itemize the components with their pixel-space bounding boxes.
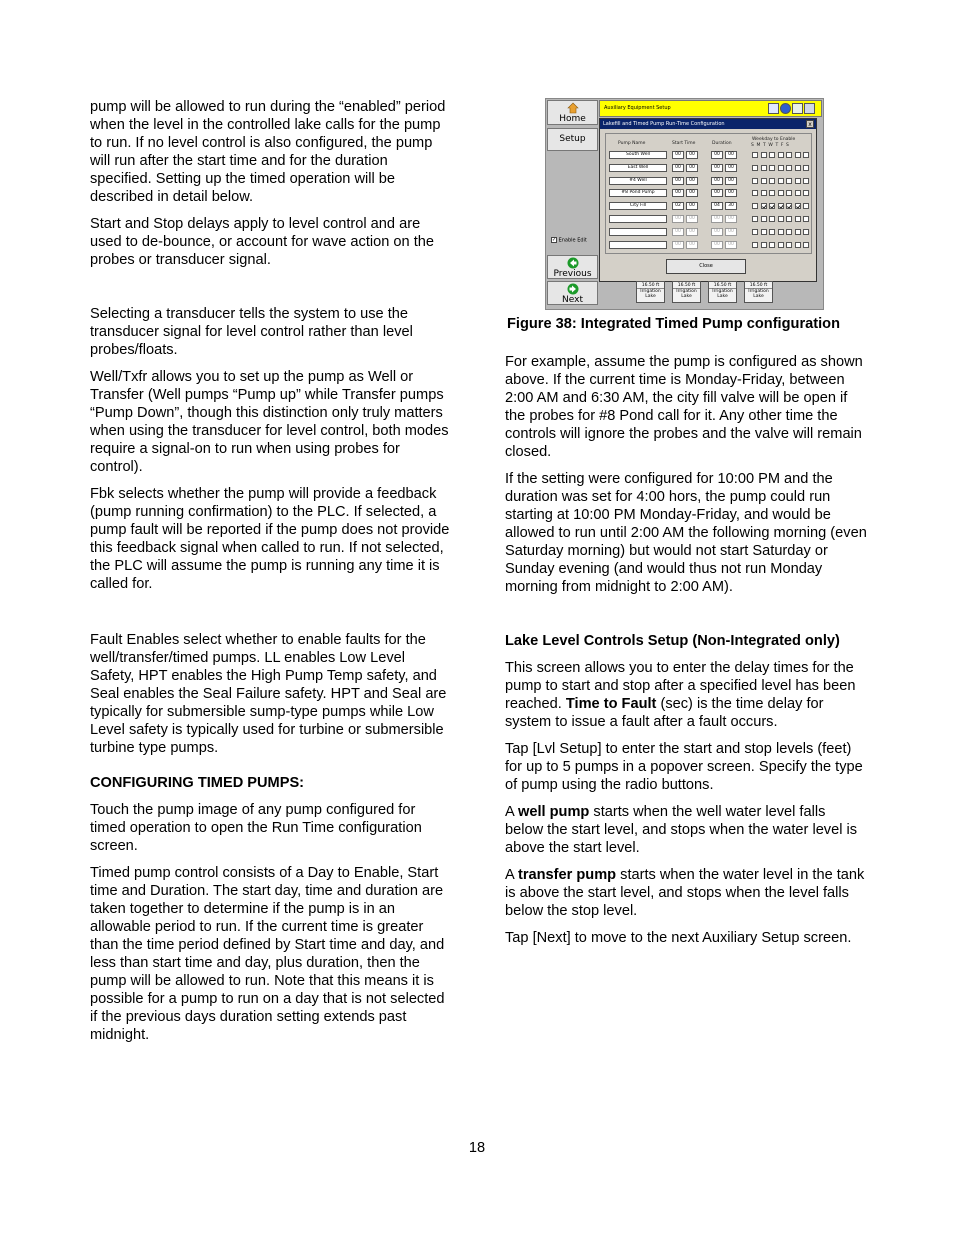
- start-hour-field[interactable]: 00: [672, 215, 684, 223]
- day-checkbox[interactable]: [803, 242, 809, 248]
- window-title-bar: [599, 100, 822, 117]
- section-heading: CONFIGURING TIMED PUMPS:: [90, 775, 305, 791]
- lake-button-line2: Lake: [717, 294, 728, 299]
- paragraph: Tap [Next] to move to the next Auxiliary Setup screen.: [505, 930, 852, 946]
- day-checkbox[interactable]: [752, 190, 758, 196]
- next-label: Next: [562, 295, 583, 305]
- lake-button-line1: Irrigation: [676, 289, 697, 294]
- start-minute-field[interactable]: 00: [686, 202, 698, 210]
- pump-name-field[interactable]: #8 Pond Pump: [609, 189, 667, 197]
- day-checkbox[interactable]: [803, 229, 809, 235]
- left-column: [90, 98, 452, 1053]
- pump-row: [606, 215, 813, 224]
- paragraph: pump will be allowed to run during the “enabled” period when the level in the controlled lake calls for the pump to run. If no level control is also configured, the pump will run after the start time and for the duration specified. Setting up the timed operation will be described in detail below.: [90, 99, 446, 205]
- lake-level-button[interactable]: [708, 281, 737, 303]
- day-checkbox[interactable]: [752, 242, 758, 248]
- duration-hour-field[interactable]: 00: [711, 177, 723, 185]
- duration-hour-field[interactable]: 00: [711, 151, 723, 159]
- start-hour-field[interactable]: 02: [672, 202, 684, 210]
- day-checkbox[interactable]: [786, 242, 792, 248]
- column-header-weekday: Weekday to Enable: [752, 137, 796, 142]
- arrow-left-icon: [567, 257, 579, 269]
- day-checkbox-checked[interactable]: [769, 203, 775, 209]
- paragraph: If the setting were configured for 10:00 PM and the duration was set for 4:00 hors, the pump could run starting at 10:00 PM Monday-Friday, and would be allowed to run until 2:00 AM the following morning (even Saturday morning) but would not start Saturday or Sunday evening (and would thus not run Monday morning from midnight to 2:00 AM).: [505, 471, 867, 595]
- bold-term: well pump: [517, 804, 590, 820]
- lake-button-level: 16.50 ft: [673, 283, 700, 289]
- paragraph: Well/Txfr allows you to set up the pump as Well or Transfer (Well pumps “Pump up” while Transfer pumps “Pump Down”, though this distinction only truly matters when using the transducer for level control, both modes require a signal-on to run when using probes for control).: [90, 369, 449, 475]
- day-checkbox[interactable]: [761, 216, 767, 222]
- paragraph: Fault Enables select whether to enable faults for the well/transfer/timed pumps. LL enables Low Level Safety, HPT enables the High Pump Temp safety, and Seal enables the Seal Failure safety. HPT and Seal are typically for submersible sump-type pumps while Low Level safety is typically used for turbine or submersible turbine type pumps.: [90, 632, 447, 756]
- paragraph: [505, 866, 867, 920]
- day-checkbox[interactable]: [769, 242, 775, 248]
- day-checkbox-checked[interactable]: [761, 203, 767, 209]
- lake-button-line1: Irrigation: [748, 289, 769, 294]
- day-checkbox[interactable]: [769, 190, 775, 196]
- paragraph: Start and Stop delays apply to level control and are used to de-bounce, or account for wave action on the probes or transducer signal.: [90, 216, 434, 268]
- day-checkbox[interactable]: [752, 203, 758, 209]
- pump-row: [606, 177, 813, 186]
- column-header-duration: Duration: [712, 141, 732, 146]
- paragraph: Selecting a transducer tells the system to use the transducer signal for level control rather than level probes/floats.: [90, 306, 413, 358]
- text-run: This screen allows you to enter the delay times for the pump to start and stop after a specified level has been reached.: [505, 660, 856, 712]
- section-heading: Lake Level Controls Setup (Non-Integrated only): [505, 633, 840, 649]
- duration-hour-field[interactable]: 00: [711, 189, 723, 197]
- pump-name-field[interactable]: [609, 228, 667, 236]
- day-checkbox[interactable]: [795, 165, 801, 171]
- start-minute-field[interactable]: 00: [686, 151, 698, 159]
- start-minute-field[interactable]: 00: [686, 164, 698, 172]
- enable-edit-checkbox[interactable]: ✓: [552, 237, 557, 243]
- bold-term: Time to Fault: [565, 696, 657, 712]
- text-run: A: [505, 867, 518, 883]
- paragraph: Tap [Lvl Setup] to enter the start and stop levels (feet) for up to 5 pumps in a popover screen. Specify the type of pump using the radio buttons.: [505, 741, 863, 793]
- pump-name-field[interactable]: #4 Well: [609, 177, 667, 185]
- edit-icon[interactable]: [792, 103, 803, 114]
- day-checkbox[interactable]: [752, 216, 758, 222]
- start-hour-field[interactable]: 00: [672, 151, 684, 159]
- pump-name-field[interactable]: East Well: [609, 164, 667, 172]
- bold-term: transfer pump: [517, 867, 617, 883]
- lake-button-line1: Irrigation: [640, 289, 661, 294]
- paragraph: Fbk selects whether the pump will provide a feedback (pump running confirmation) to the PLC. If selected, a pump fault will be reported if the pump does not provide this feedback signal when called to run. If not selected, the PLC will assume the pump is running any time it is called for.: [90, 486, 450, 592]
- day-checkbox[interactable]: [778, 178, 784, 184]
- day-checkbox[interactable]: [761, 242, 767, 248]
- day-checkbox[interactable]: [803, 203, 809, 209]
- lake-button-line2: Lake: [645, 294, 656, 299]
- duration-minute-field[interactable]: 00: [725, 151, 737, 159]
- day-checkbox-checked[interactable]: [786, 203, 792, 209]
- text-run: (sec) is the time delay for system to issue a fault after a fault occurs.: [505, 696, 824, 730]
- pump-row: [606, 151, 813, 160]
- start-minute-field[interactable]: 00: [686, 177, 698, 185]
- pump-name-field[interactable]: [609, 215, 667, 223]
- pump-name-field[interactable]: South Well: [609, 151, 667, 159]
- day-checkbox[interactable]: [795, 229, 801, 235]
- day-checkbox[interactable]: [761, 152, 767, 158]
- pump-row: [606, 228, 813, 237]
- runtime-config-dialog: [599, 118, 817, 282]
- duration-hour-field[interactable]: 00: [711, 215, 723, 223]
- lake-button-line1: Irrigation: [712, 289, 733, 294]
- paragraph: Timed pump control consists of a Day to Enable, Start time and Duration. The start day, time and duration are taken together to determine if the pump is in an allowable period to run. If the current time is greater than the time period defined by Start time and day, and less than start time and day, plus duration, then the pump will be allowed to run. Note that this means it is possible for a pump to run on a day that is not selected if the previous days duration setting extends past midnight.: [90, 865, 445, 1043]
- lake-level-button[interactable]: [636, 281, 665, 303]
- day-letters: S M T W T F S: [751, 143, 790, 148]
- duration-minute-field[interactable]: 00: [725, 177, 737, 185]
- day-checkbox[interactable]: [769, 178, 775, 184]
- home-label: Home: [559, 114, 586, 124]
- day-checkbox[interactable]: [761, 178, 767, 184]
- dialog-close-icon[interactable]: x: [806, 120, 814, 128]
- dialog-title: Lakefill and Timed Pump Run-Time Configuration: [603, 121, 725, 127]
- paragraph: Touch the pump image of any pump configured for timed operation to open the Run Time configuration screen.: [90, 802, 422, 854]
- enable-edit-label: Enable Edit: [558, 237, 587, 244]
- duration-hour-field[interactable]: 00: [711, 228, 723, 236]
- start-hour-field[interactable]: 00: [672, 241, 684, 249]
- day-checkbox[interactable]: [786, 190, 792, 196]
- day-checkbox[interactable]: [769, 152, 775, 158]
- day-checkbox[interactable]: [795, 190, 801, 196]
- day-checkbox[interactable]: [769, 165, 775, 171]
- start-minute-field[interactable]: 00: [686, 189, 698, 197]
- duration-minute-field[interactable]: 00: [725, 228, 737, 236]
- day-checkbox[interactable]: [803, 216, 809, 222]
- day-checkbox-checked[interactable]: [795, 203, 801, 209]
- day-checkbox[interactable]: [786, 229, 792, 235]
- day-checkbox[interactable]: [752, 178, 758, 184]
- duration-minute-field[interactable]: 00: [725, 215, 737, 223]
- pump-config-grid: [605, 133, 812, 254]
- enable-edit-toggle[interactable]: [551, 237, 587, 244]
- text-run: starts when the well water level falls below the start level, and stops when the water level is above the start level.: [505, 804, 858, 856]
- lake-button-level: 16.50 ft: [709, 283, 736, 289]
- previous-label: Previous: [553, 269, 592, 279]
- pump-row: [606, 164, 813, 173]
- right-column: [505, 353, 867, 956]
- lake-level-button[interactable]: [744, 281, 773, 303]
- text-run: A: [505, 804, 518, 820]
- network-icon[interactable]: [804, 103, 815, 114]
- paragraph: [505, 803, 867, 857]
- dialog-title-bar: [600, 119, 816, 129]
- day-checkbox[interactable]: [778, 190, 784, 196]
- duration-hour-field[interactable]: 04: [711, 202, 723, 210]
- printer-icon[interactable]: [768, 103, 779, 114]
- start-hour-field[interactable]: 00: [672, 189, 684, 197]
- pump-name-field[interactable]: [609, 241, 667, 249]
- figure-caption: Figure 38: Integrated Timed Pump configuration: [507, 316, 840, 332]
- day-checkbox[interactable]: [761, 229, 767, 235]
- day-checkbox[interactable]: [769, 229, 775, 235]
- day-checkbox[interactable]: [786, 165, 792, 171]
- window-title: Auxiliary Equipment Setup: [604, 105, 671, 111]
- setup-label: Setup: [559, 134, 586, 144]
- day-checkbox[interactable]: [786, 152, 792, 158]
- day-checkbox[interactable]: [752, 165, 758, 171]
- close-button[interactable]: Close: [666, 259, 746, 274]
- day-checkbox[interactable]: [769, 216, 775, 222]
- setup-button[interactable]: [547, 128, 598, 151]
- duration-minute-field[interactable]: 00: [725, 241, 737, 249]
- day-checkbox[interactable]: [795, 178, 801, 184]
- day-checkbox[interactable]: [752, 229, 758, 235]
- pump-row: [606, 202, 813, 211]
- day-checkbox[interactable]: [778, 152, 784, 158]
- start-minute-field[interactable]: 00: [686, 241, 698, 249]
- start-minute-field[interactable]: 00: [686, 228, 698, 236]
- help-icon[interactable]: [780, 103, 791, 114]
- day-checkbox[interactable]: [795, 242, 801, 248]
- paragraph: For example, assume the pump is configured as shown above. If the current time is Monday-Friday, between 2:00 AM and 6:30 AM, the city fill valve will be open if the probes for #8 Pond call for it. Any other time the controls will ignore the probes and the valve will remain closed.: [505, 354, 863, 460]
- column-header-start-time: Start Time: [672, 141, 696, 146]
- lake-level-button[interactable]: [672, 281, 701, 303]
- arrow-right-icon: [567, 283, 579, 295]
- duration-minute-field[interactable]: 00: [725, 164, 737, 172]
- pump-row: [606, 189, 813, 198]
- duration-minute-field[interactable]: 00: [725, 189, 737, 197]
- lake-button-level: 16.50 ft: [637, 283, 664, 289]
- previous-button[interactable]: [547, 255, 598, 279]
- day-checkbox[interactable]: [786, 178, 792, 184]
- home-icon: [567, 102, 579, 114]
- day-checkbox[interactable]: [795, 152, 801, 158]
- day-checkbox[interactable]: [795, 216, 801, 222]
- start-hour-field[interactable]: 00: [672, 228, 684, 236]
- day-checkbox[interactable]: [803, 165, 809, 171]
- day-checkbox[interactable]: [803, 190, 809, 196]
- pump-name-field[interactable]: City Fill: [609, 202, 667, 210]
- pump-row: [606, 241, 813, 250]
- page-number: 18: [468, 1140, 486, 1156]
- timed-pump-screenshot: [545, 98, 824, 310]
- day-checkbox[interactable]: [803, 152, 809, 158]
- start-hour-field[interactable]: 00: [672, 177, 684, 185]
- home-button[interactable]: [547, 100, 598, 125]
- duration-hour-field[interactable]: 00: [711, 164, 723, 172]
- day-checkbox[interactable]: [778, 229, 784, 235]
- start-hour-field[interactable]: 00: [672, 164, 684, 172]
- lake-button-line2: Lake: [681, 294, 692, 299]
- day-checkbox[interactable]: [803, 178, 809, 184]
- day-checkbox-checked[interactable]: [778, 203, 784, 209]
- start-minute-field[interactable]: 00: [686, 215, 698, 223]
- day-checkbox[interactable]: [786, 216, 792, 222]
- day-checkbox[interactable]: [761, 190, 767, 196]
- text-run: starts when the water level in the tank is above the start level, and stops when the level falls below the stop level.: [505, 867, 865, 919]
- lake-button-level: 16.50 ft: [745, 283, 772, 289]
- duration-hour-field[interactable]: 00: [711, 241, 723, 249]
- day-checkbox[interactable]: [778, 165, 784, 171]
- duration-minute-field[interactable]: 30: [725, 202, 737, 210]
- day-checkbox[interactable]: [778, 242, 784, 248]
- next-button[interactable]: [547, 281, 598, 305]
- lake-button-line2: Lake: [753, 294, 764, 299]
- day-checkbox[interactable]: [752, 152, 758, 158]
- day-checkbox[interactable]: [778, 216, 784, 222]
- paragraph: [505, 659, 867, 731]
- column-header-pump-name: Pump Name: [618, 141, 646, 146]
- day-checkbox[interactable]: [761, 165, 767, 171]
